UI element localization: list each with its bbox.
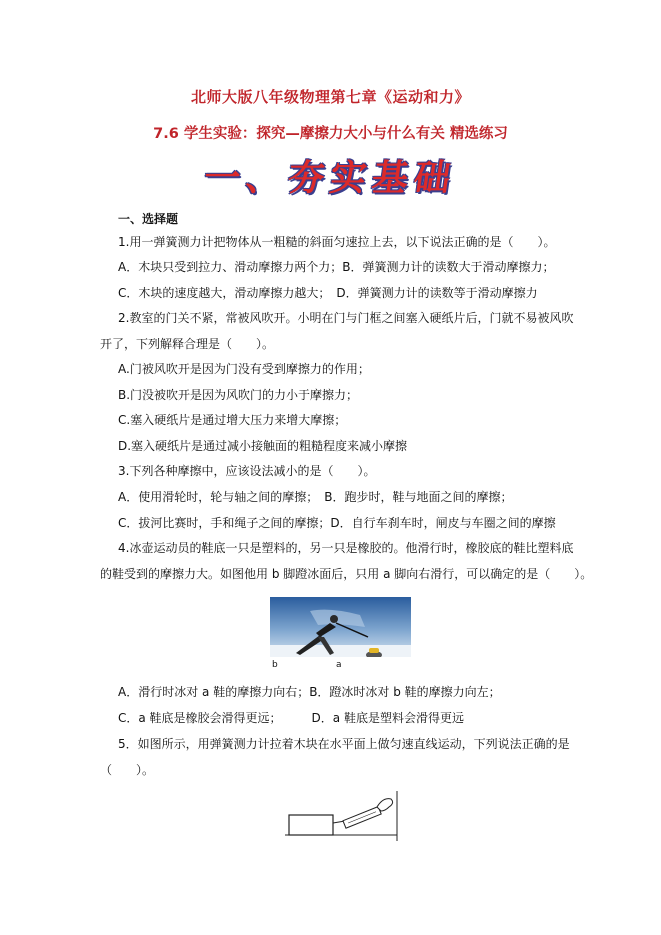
curling-figure: [270, 597, 411, 672]
section-banner: 一、夯实基础: [201, 158, 459, 199]
document-subtitle: 7.6 学生实验：探究—摩擦力大小与什么有关 精选练习: [153, 126, 508, 142]
question-2-stem-line1: 2.教室的门关不紧，常被风吹开。小明在门与门框之间塞入硬纸片后，门就不易被风吹: [118, 311, 574, 325]
question-3-options-ab: A．使用滑轮时，轮与轴之间的摩擦； B．跑步时，鞋与地面之间的摩擦；: [118, 490, 513, 504]
figure-label-a: a: [336, 660, 342, 670]
question-2-stem-line2: 开了，下列解释合理是（ ）。: [100, 337, 275, 351]
question-5-stem-line1: 5．如图所示，用弹簧测力计拉着木块在水平面上做匀速直线运动，下列说法正确的是: [118, 737, 570, 751]
question-5-stem-line2: （ ）。: [100, 763, 155, 777]
section-heading: 一、选择题: [118, 212, 179, 226]
question-1-options-ab: A．木块只受到拉力、滑动摩擦力两个力；B．弹簧测力计的读数大于滑动摩擦力；: [118, 260, 555, 274]
question-2-option-a: A.门被风吹开是因为门没有受到摩擦力的作用；: [118, 362, 370, 376]
question-1-options-cd: C．木块的速度越大，滑动摩擦力越大； D．弹簧测力计的读数等于滑动摩擦力: [118, 286, 538, 300]
spring-scale-figure: [285, 789, 400, 841]
question-4-options-ab: A．滑行时冰对 a 鞋的摩擦力向右；B．蹬冰时冰对 b 鞋的摩擦力向左；: [118, 685, 501, 699]
question-4-stem-line2: 的鞋受到的摩擦力大。如图他用 b 脚蹬冰面后，只用 a 脚向右滑行，可以确定的是（ ）。: [100, 567, 593, 581]
question-2-option-b: B.门没被吹开是因为风吹门的力小于摩擦力；: [118, 388, 359, 402]
question-2-option-d: D.塞入硬纸片是通过减小接触面的粗糙程度来减小摩擦: [118, 439, 408, 453]
block-spring-scale-diagram: [285, 789, 400, 841]
question-1-stem: 1.用一弹簧测力计把物体从一粗糙的斜面匀速拉上去，以下说法正确的是（ ）。: [118, 235, 556, 249]
question-3-stem: 3.下列各种摩擦中，应该设法减小的是（ ）。: [118, 464, 376, 478]
question-3-options-cd: C．拔河比赛时，手和绳子之间的摩擦；D．自行车刹车时，闸皮与车圈之间的摩擦: [118, 516, 556, 530]
question-4-options-cd: C．a 鞋底是橡胶会滑得更远； D．a 鞋底是塑料会滑得更远: [118, 711, 464, 725]
document-title: 北师大版八年级物理第七章《运动和力》: [190, 88, 470, 106]
question-2-option-c: C.塞入硬纸片是通过增大压力来增大摩擦；: [118, 413, 347, 427]
question-4-stem-line1: 4.冰壶运动员的鞋底一只是塑料的，另一只是橡胶的。他滑行时，橡胶底的鞋比塑料底: [118, 541, 574, 555]
figure-label-b: b: [272, 660, 278, 670]
